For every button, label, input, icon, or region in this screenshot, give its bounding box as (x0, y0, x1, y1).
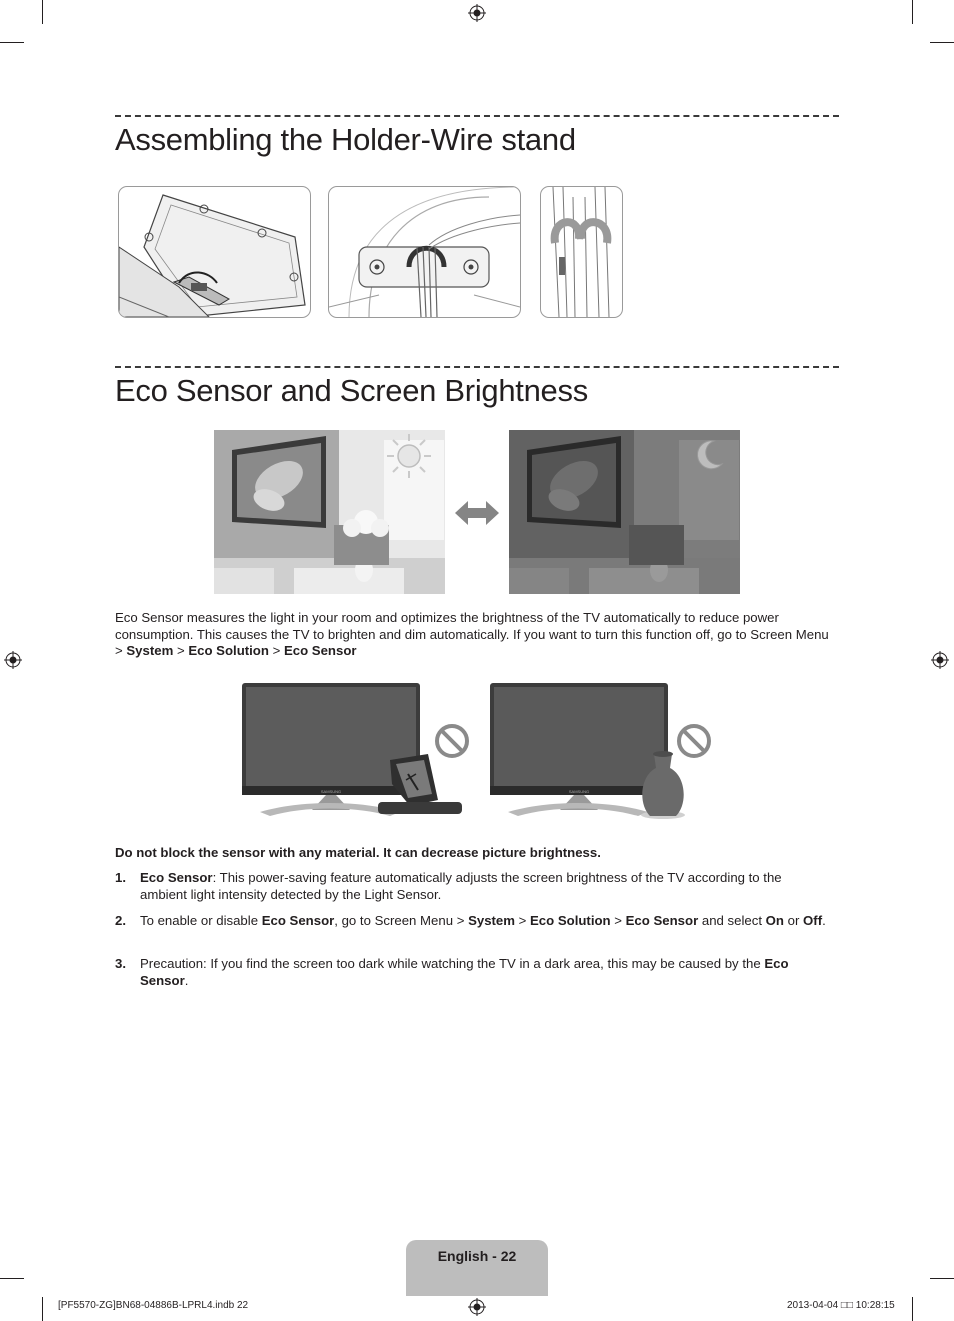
moon-icon (692, 438, 726, 472)
term: System (468, 913, 515, 928)
tv-brand-label: SAMSUNG (568, 789, 590, 794)
menu-path-separator: > (268, 643, 284, 658)
crop-mark (42, 1297, 43, 1321)
item-text: > (514, 913, 531, 928)
intro-paragraph (115, 610, 831, 660)
section-divider (115, 366, 839, 368)
menu-path-separator: > (173, 643, 189, 658)
term: Eco Sensor (140, 956, 789, 988)
sun-icon (385, 432, 433, 480)
warning-text: Do not block the sensor with any material. It can decrease picture brightness. (115, 845, 601, 860)
crop-mark (912, 1297, 913, 1321)
crop-mark (930, 1278, 954, 1279)
list-item-eco-sensor (140, 870, 830, 903)
menu-path-eco-solution: Eco Solution (188, 643, 269, 658)
crop-mark (912, 0, 913, 24)
item-text: Precaution: If you find the screen too dark while watching the TV in a dark area, this may be caused by the (140, 956, 765, 971)
term: Eco Sensor (261, 913, 335, 928)
term: On (765, 913, 784, 928)
term: Off (803, 913, 823, 928)
section-divider (115, 115, 839, 117)
registration-mark-icon (468, 1298, 486, 1316)
intro-text: Eco Sensor measures the light in your room and optimizes the brightness of the TV automatically to reduce power consumption. This causes the TV to brighten and dim automatically. If you want to turn this function off, go to Screen Menu > (115, 610, 829, 658)
illustration-holder-cables (328, 186, 521, 318)
list-item-enable-disable (140, 913, 830, 930)
item-text: : This power-saving feature automatically adjusts the screen brightness of the TV according to the ambient light intensity detected by the Light Sensor. (140, 870, 782, 902)
section-title-eco-sensor: Eco Sensor and Screen Brightness (115, 373, 588, 408)
crop-mark (0, 42, 24, 43)
item-text: > (610, 913, 626, 928)
prohibited-icon (676, 723, 712, 759)
menu-path-eco-sensor: Eco Sensor (283, 643, 357, 658)
crop-mark (930, 42, 954, 43)
double-arrow-icon (455, 500, 499, 526)
section-title-holder-wire: Assembling the Holder-Wire stand (115, 122, 576, 157)
item-text: . (184, 972, 189, 988)
crop-mark (42, 0, 43, 24)
registration-mark-icon (468, 4, 486, 22)
list-number: 2. (115, 913, 126, 928)
list-item-precaution (140, 956, 830, 989)
term: Eco Sensor (625, 913, 699, 928)
item-text: or (783, 913, 804, 928)
illustration-tv-blocked-by-vase (488, 682, 688, 822)
item-text: . (822, 913, 826, 928)
illustration-holder-closeup (540, 186, 623, 318)
list-number: 1. (115, 870, 126, 885)
item-text: and select (698, 913, 766, 928)
term: Eco Sensor (140, 870, 213, 885)
file-info: [PF5570-ZG]BN68-04886B-LPRL4.indb 22 (58, 1300, 249, 1311)
tv-brand-label: SAMSUNG (320, 789, 342, 794)
registration-mark-icon (4, 651, 22, 669)
crop-mark (0, 1278, 24, 1279)
prohibited-icon (434, 723, 470, 759)
item-text: , go to Screen Menu > (334, 913, 469, 928)
print-timestamp: 2013-04-04 □□ 10:28:15 (787, 1300, 895, 1311)
menu-path-system: System (126, 643, 174, 658)
list-number: 3. (115, 956, 126, 971)
illustration-tv-back (118, 186, 311, 318)
term: Eco Solution (530, 913, 611, 928)
page-number: English - 22 (437, 1248, 517, 1264)
registration-mark-icon (931, 651, 949, 669)
item-text: To enable or disable (140, 913, 262, 928)
